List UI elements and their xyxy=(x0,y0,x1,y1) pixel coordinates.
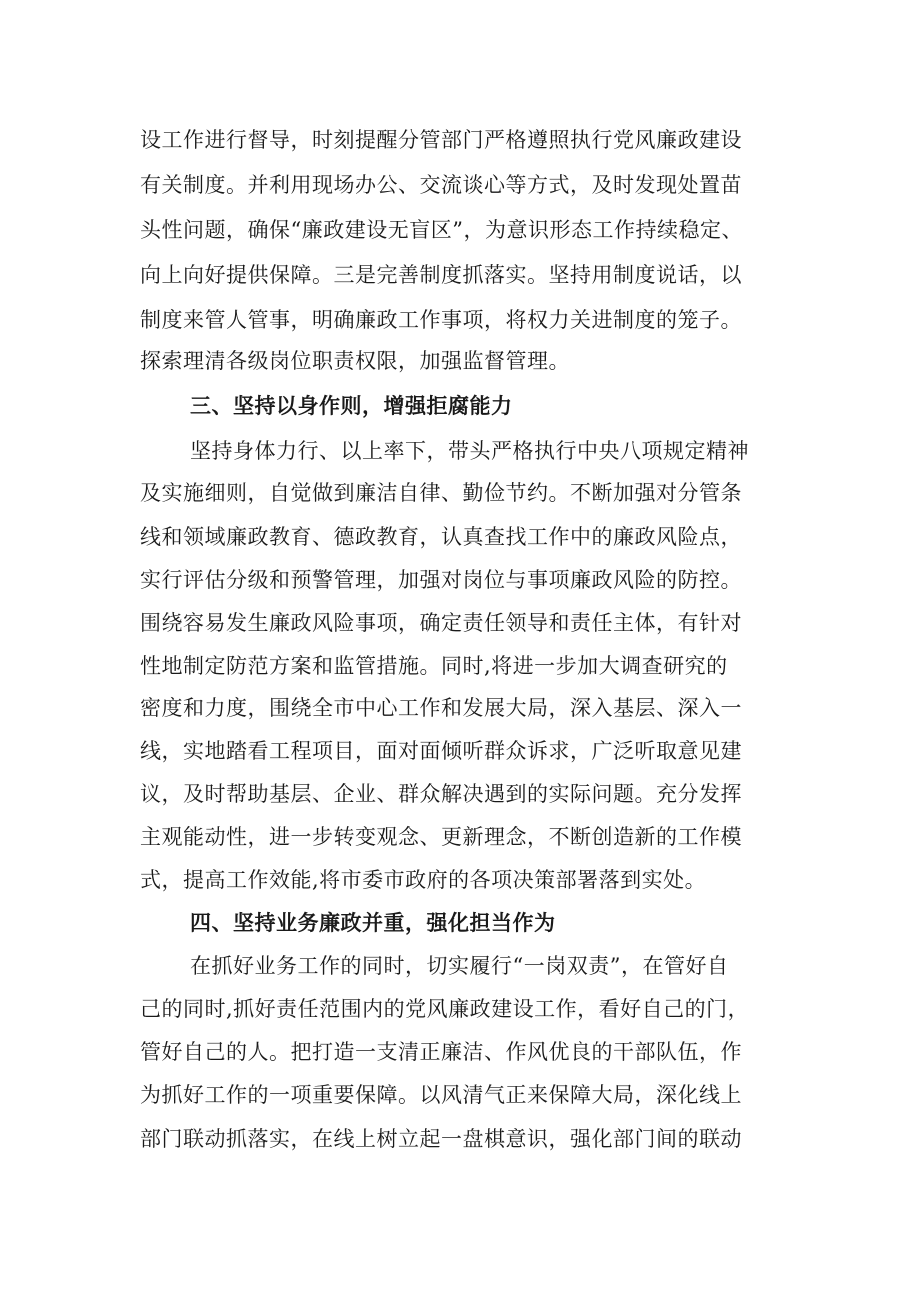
paragraph-line: 坚持身体力行、以上率下，带头严格执行中央八项规定精神 xyxy=(190,439,749,463)
paragraph-line: 头性问题，确保“廉政建设无盲区”，为意识形态工作持续稳定、 xyxy=(140,218,743,242)
paragraph-line: 密度和力度，围绕全市中心工作和发展大局，深入基层、深入一 xyxy=(140,696,742,720)
paragraph-line: 式，提高工作效能,将市委市政府的各项决策部署落到实处。 xyxy=(140,868,707,892)
paragraph-line: 在抓好业务工作的同时，切实履行“一岗双责”，在管好自 xyxy=(190,954,729,978)
paragraph-line: 探索理清各级岗位职责权限，加强监督管理。 xyxy=(140,349,570,373)
paragraph-line: 实行评估分级和预警管理，加强对岗位与事项廉政风险的防控。 xyxy=(140,568,742,592)
paragraph-line: 性地制定防范方案和监管措施。同时,将进一步加大调查研究的 xyxy=(140,654,728,678)
paragraph-line: 围绕容易发生廉政风险事项，确定责任领导和责任主体，有针对 xyxy=(140,611,742,635)
paragraph-line: 议，及时帮助基层、企业、群众解决遇到的实际问题。充分发挥 xyxy=(140,782,742,806)
paragraph-line: 向上向好提供保障。三是完善制度抓落实。坚持用制度说话，以 xyxy=(140,263,742,287)
paragraph-line: 有关制度。并利用现场办公、交流谈心等方式，及时发现处置苗 xyxy=(140,173,742,197)
paragraph-line: 为抓好工作的一项重要保障。以风清气正来保障大局，深化线上 xyxy=(140,1083,742,1107)
paragraph-line: 及实施细则，自觉做到廉洁自律、勤俭节约。不断加强对分管条 xyxy=(140,481,742,505)
paragraph-line: 管好自己的人。把打造一支清正廉洁、作风优良的干部队伍，作 xyxy=(140,1040,742,1064)
section-heading: 三、坚持以身作则，增强拒腐能力 xyxy=(190,394,513,418)
paragraph-line: 制度来管人管事，明确廉政工作事项，将权力关进制度的笼子。 xyxy=(140,308,742,332)
paragraph-line: 线，实地踏看工程项目，面对面倾听群众诉求，广泛听取意见建 xyxy=(140,739,742,763)
section-heading: 四、坚持业务廉政并重，强化担当作为 xyxy=(190,911,556,935)
paragraph-line: 设工作进行督导，时刻提醒分管部门严格遵照执行党风廉政建设 xyxy=(140,128,742,152)
paragraph-line: 部门联动抓落实，在线上树立起一盘棋意识，强化部门间的联动 xyxy=(140,1127,742,1151)
paragraph-line: 线和领域廉政教育、德政教育，认真查找工作中的廉政风险点， xyxy=(140,525,742,549)
paragraph-line: 主观能动性，进一步转变观念、更新理念，不断创造新的工作模 xyxy=(140,825,742,849)
paragraph-line: 己的同时,抓好责任范围内的党风廉政建设工作，看好自己的门， xyxy=(140,997,750,1021)
